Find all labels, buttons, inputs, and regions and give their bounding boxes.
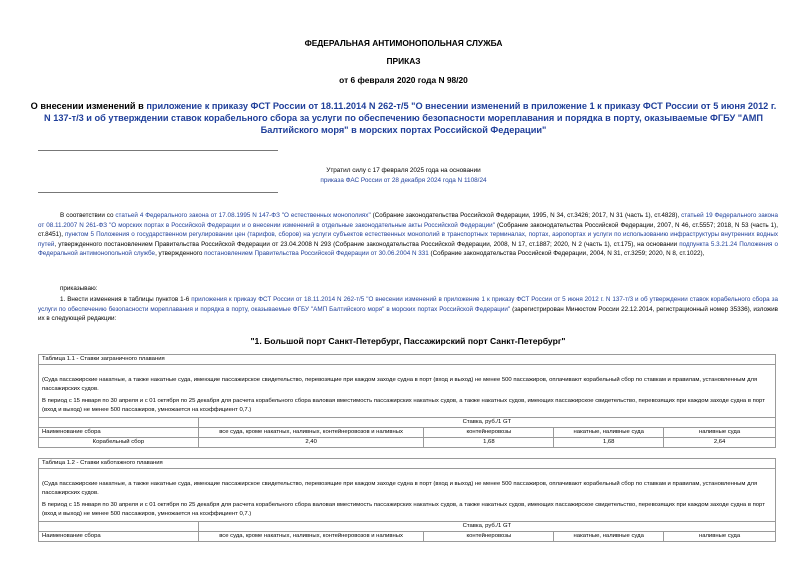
rate-value: 2,40 xyxy=(198,437,424,447)
table-cell-empty xyxy=(39,521,199,531)
table-row xyxy=(39,437,776,447)
table-note xyxy=(39,365,776,417)
link-regulation-293[interactable]: пунктом 5 Положения о государственном регулировании цен (тарифов, сборов) на услуги субъектов естественных монополий в транспортных терминалах, портах, аэропортах и услуги по использованию инфраструктуры внутренних водных путей xyxy=(38,231,778,248)
divider-top xyxy=(38,150,278,151)
status-note xyxy=(30,166,777,185)
table-title: Таблица 1.1 - Ставки заграничного плавания xyxy=(39,355,776,365)
item-1-paragraph xyxy=(38,295,778,324)
column-header: контейнеровозы xyxy=(424,427,554,437)
column-header: все суда, кроме накатных, наливных, контейнеровозов и наливных xyxy=(198,531,424,541)
column-header: наливные суда xyxy=(664,531,776,541)
column-header: контейнеровозы xyxy=(424,531,554,541)
doc-date-number: от 6 февраля 2020 года N 98/20 xyxy=(339,75,468,85)
preamble-text: , утвержденного xyxy=(155,250,205,258)
column-header: все суда, кроме накатных, наливных, контейнеровозов и наливных xyxy=(198,427,424,437)
row-label: Корабельный сбор xyxy=(39,437,199,447)
preamble-text: (Собрание законодательства Российской Федерации, 2004, N 31, ст.3259; 2020, N 8, ст.1022), xyxy=(428,250,705,258)
preamble-text: (Собрание законодательства Российской Федерации, 1995, N 34, ст.3426; 2017, N 31 (часть 1), ст.4828), xyxy=(370,212,682,219)
divider-bottom xyxy=(38,192,278,193)
table-note-text: В период с 15 января по 30 апреля и с 01 октября по 25 декабря для расчета корабельного сбора валовая вместимость пассажирских накатных судов, а также накатных судов, имеющих пассажирское свидетельство, перевозящих при каждом заходе судна в порт (вход и выход) не менее 500 пассажиров, умножается на коэффициент 0,7.) xyxy=(42,398,765,413)
preamble-paragraph xyxy=(38,211,778,259)
item-1-text: 1. Внести изменения в таблицы пунктов 1-6 xyxy=(60,296,192,303)
rate-header: Ставка, руб./1 GT xyxy=(198,417,775,427)
preamble-text: (Собрание законодательства Российской Федерации, 2007, N 46, ст.5557; 2018, N 53 (часть 1), ст.8451), xyxy=(38,221,779,239)
link-law-147[interactable]: статьей 4 Федерального закона от 17.08.1995 N 147-ФЗ "О естественных монополиях" xyxy=(115,212,371,219)
table-coastal-rates xyxy=(38,458,776,542)
rate-value: 1,68 xyxy=(554,437,664,447)
column-header: Наименование сбора xyxy=(39,531,199,541)
column-header: накатные, наливные суда xyxy=(554,531,664,541)
doc-title-link[interactable]: приложение к приказу ФСТ России от 18.11.2014 N 262-т/5 "О внесении изменений в приложение 1 к приказу ФСТ России от 5 июня 2012 г. N 137-т/3 и об утверждении ставок корабельного сбора за услуги по обеспечению безопасности мореплавания и порядка в порту, оказываемые ФГБУ "АМП Балтийского моря" в морских портах Российской Федерации" xyxy=(44,101,777,135)
doc-type: ПРИКАЗ xyxy=(386,56,421,66)
preamble-text: В соответствии со xyxy=(60,212,116,219)
rate-header: Ставка, руб./1 GT xyxy=(198,521,775,531)
link-fas-regulation[interactable]: подпункта 5.3.21.24 Положения о Федеральной антимонопольной службе xyxy=(38,240,778,258)
rate-value: 1,68 xyxy=(424,437,554,447)
column-header: наливные суда xyxy=(664,427,776,437)
table-note-text: В период с 15 января по 30 апреля и с 01 октября по 25 декабря для расчета корабельного сбора валовая вместимость пассажирских накатных судов, а также накатных судов, имеющих пассажирское свидетельство, перевозящих при каждом заходе судна в порт (вход и выход) не менее 500 пассажиров, умножается на коэффициент 0,7.) xyxy=(42,502,765,517)
agency-name: ФЕДЕРАЛЬНАЯ АНТИМОНОПОЛЬНАЯ СЛУЖБА xyxy=(304,38,503,48)
section-title: "1. Большой порт Санкт-Петербург, Пассажирский порт Санкт-Петербург" xyxy=(250,336,566,346)
table-note xyxy=(39,469,776,521)
table-note-text: (Суда пассажирские накатные, а также накатные суда, имеющие пассажирское свидетельство, перевозящие при каждом заходе судна в порт (вход и выход) не менее 500 пассажиров, оплачивают корабельный сбор по ставкам и правилам, установленным для пассажирских судов. xyxy=(42,377,758,392)
table-note-text: (Суда пассажирские накатные, а также накатные суда, имеющие пассажирское свидетельство, перевозящие при каждом заходе судна в порт (вход и выход) не менее 500 пассажиров, оплачивают корабельный сбор по ставкам и правилам, установленным для пассажирских судов. xyxy=(42,481,758,496)
column-header: накатные, наливные суда xyxy=(554,427,664,437)
status-link[interactable]: приказа ФАС России от 28 декабря 2024 года N 1108/24 xyxy=(320,176,487,184)
item-1-text: (зарегистрирован Минюстом России 22.12.2014, регистрационный номер 35336), изложив их в следующей редакции: xyxy=(38,305,778,323)
link-decree-331[interactable]: постановлением Правительства Российской Федерации от 30.06.2004 N 331 xyxy=(204,250,429,258)
link-law-261[interactable]: статьей 19 Федерального закона от 08.11.2007 N 261-ФЗ "О морских портах в Российской Федерации и о внесении изменений в отдельные законодательные акты Российской Федерации" xyxy=(38,212,779,229)
table-foreign-rates xyxy=(38,354,776,448)
preamble-text: , утвержденного постановлением Правительства Российской Федерации от 23.04.2008 N 293 (Собрание законодательства Российской Федерации, 2008, N 17, ст.1887; 2020, N 2 (часть 1), ст.175), на основании xyxy=(54,240,680,248)
doc-title-prefix: О внесении изменений в xyxy=(30,101,147,111)
order-word: приказываю: xyxy=(60,285,98,292)
table-title: Таблица 1.2 - Ставки каботажного плавания xyxy=(39,459,776,469)
doc-title xyxy=(30,100,777,136)
column-header: Наименование сбора xyxy=(39,427,199,437)
status-line: Утратил силу с 17 февраля 2025 года на основании xyxy=(326,167,481,174)
rate-value: 2,64 xyxy=(664,437,776,447)
link-order-262[interactable]: приложения к приказу ФСТ России от 18.11.2014 N 262-т/5 "О внесении изменений в приложение 1 к приказу ФСТ России от 5 июня 2012 г. N 137-т/3 и об утверждении ставок корабельного сбора за услуги по обеспечению безопасности мореплавания и порядка в порту, оказываемые ФГБУ "АМП Балтийского моря" в морских портах Российской Федерации" xyxy=(38,296,778,313)
table-cell-empty xyxy=(39,417,199,427)
